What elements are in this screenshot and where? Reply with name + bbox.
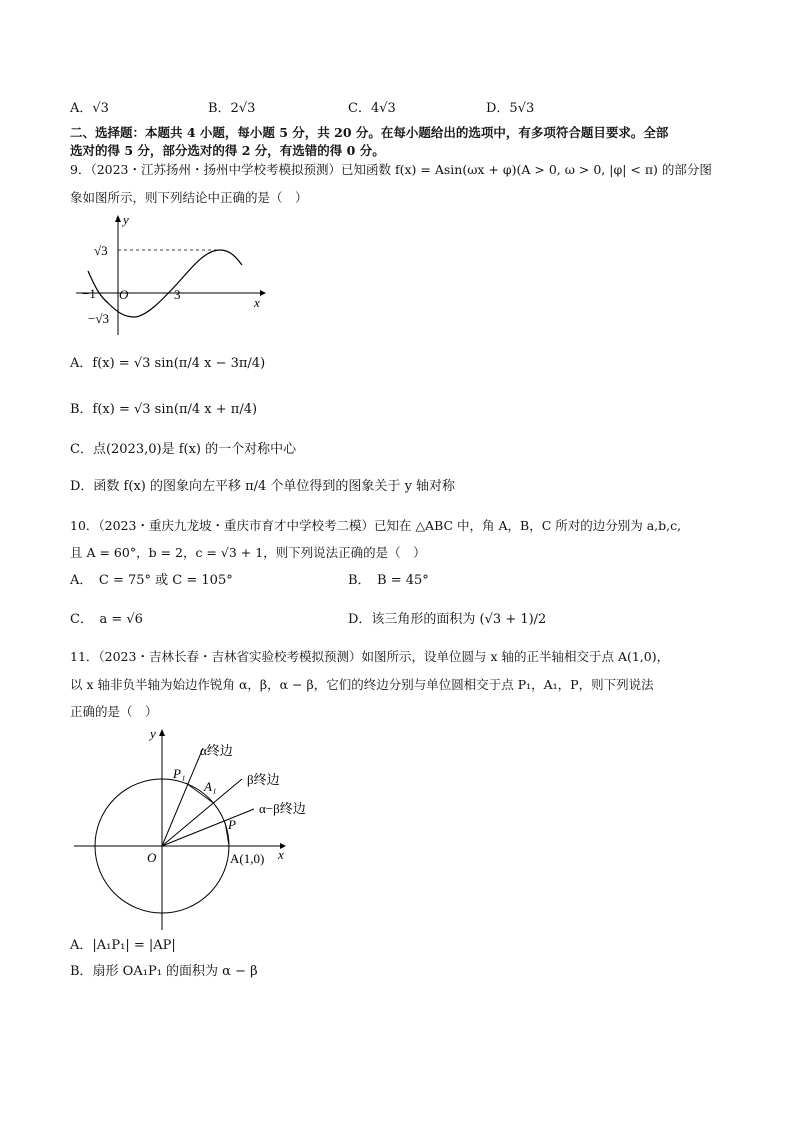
q11-stem-line2: 以 x 轴非负半轴为始边作锐角 α，β，α − β，它们的终边分别与单位圆相交于点 P₁，A₁，P，则下列说法 — [70, 677, 654, 692]
q9-origin-label: O — [119, 287, 129, 302]
q9-x-arrow-icon — [260, 290, 266, 296]
q9-neg-sqrt3-label: −√3 — [88, 311, 109, 326]
q10-option-c: C． a = √6 — [70, 612, 143, 627]
q11-stem-line3: 正确的是（ ） — [70, 704, 158, 719]
q10-option-a: A． C = 75° 或 C = 105° — [70, 573, 233, 588]
q9-sine-curve — [88, 250, 242, 317]
prev-option-b: B．2√3 — [208, 101, 256, 116]
q11-x-label: x — [278, 847, 284, 862]
q10-stem-line1: 10．（2023・重庆九龙坡・重庆市育才中学校考二模）已知在 △ABC 中，角 A，B，C 所对的边分别为 a,b,c, — [70, 518, 682, 533]
q11-y-arrow-icon — [159, 729, 165, 736]
q9-x-label: x — [254, 295, 260, 310]
q9-neg1-label: −1 — [82, 286, 96, 301]
q10-option-d: D．该三角形的面积为 (√3 + 1)/2 — [348, 612, 547, 627]
q9-sine-graph — [70, 210, 270, 340]
q11-beta-ray-label: β终边 — [247, 772, 280, 787]
section-header-line1: 二、选择题：本题共 4 小题，每小题 5 分，共 20 分。在每小题给出的选项中，有多项符合题目要求。全部 — [70, 125, 669, 140]
prev-option-c: C．4√3 — [348, 101, 396, 116]
q11-alpha-ray — [162, 748, 203, 846]
q10-option-b: B． B = 45° — [348, 573, 429, 588]
q9-option-a: A．f(x) = √3 sin(π/4 x − 3π/4) — [70, 356, 266, 371]
q11-unit-circle-figure — [70, 722, 330, 932]
q9-stem-line1: 9．（2023・江苏扬州・扬州中学校考模拟预测）已知函数 f(x) = Asin(ωx + φ)(A > 0, ω > 0, |φ| < π) 的部分图 — [70, 162, 712, 177]
q11-beta-ray — [162, 779, 242, 846]
q9-option-d: D．函数 f(x) 的图象向左平移 π/4 个单位得到的图象关于 y 轴对称 — [70, 479, 456, 494]
q11-p1-label: P₁ — [173, 766, 186, 781]
prev-option-a: A．√3 — [70, 101, 109, 116]
section-header-line2: 选对的得 5 分，部分选对的得 2 分，有选错的得 0 分。 — [70, 143, 385, 158]
q9-stem-line2: 象如图所示，则下列结论中正确的是（ ） — [70, 190, 308, 205]
q11-alpha-beta-ray — [162, 809, 254, 846]
q11-alpha-ray-label: α终边 — [200, 743, 233, 758]
q11-y-label: y — [150, 726, 156, 741]
q9-y-label: y — [123, 212, 129, 227]
q11-a1-label: A₁ — [204, 779, 217, 794]
q10-stem-line2: 且 A = 60°，b = 2，c = √3 + 1，则下列说法正确的是（ ） — [70, 545, 426, 560]
q9-three-label: 3 — [174, 287, 181, 302]
q9-y-arrow-icon — [115, 215, 121, 222]
q11-point-a-label: A(1,0) — [230, 851, 265, 866]
prev-option-d: D．5√3 — [486, 101, 535, 116]
q11-alpha-beta-ray-label: α−β终边 — [259, 801, 306, 816]
q11-p-label: P — [228, 817, 236, 832]
q11-stem-line1: 11．（2023・吉林长春・吉林省实验校考模拟预测）如图所示，设单位圆与 x 轴的正半轴相交于点 A(1,0)， — [70, 649, 670, 664]
q9-option-b: B．f(x) = √3 sin(π/4 x + π/4) — [70, 402, 258, 417]
q9-sqrt3-label: √3 — [94, 243, 108, 258]
q9-option-c: C．点(2023,0)是 f(x) 的一个对称中心 — [70, 442, 297, 457]
q11-origin-label: O — [147, 850, 157, 865]
q11-option-a: A．|A₁P₁| = |AP| — [70, 938, 176, 953]
q11-option-b: B．扇形 OA₁P₁ 的面积为 α − β — [70, 964, 258, 979]
